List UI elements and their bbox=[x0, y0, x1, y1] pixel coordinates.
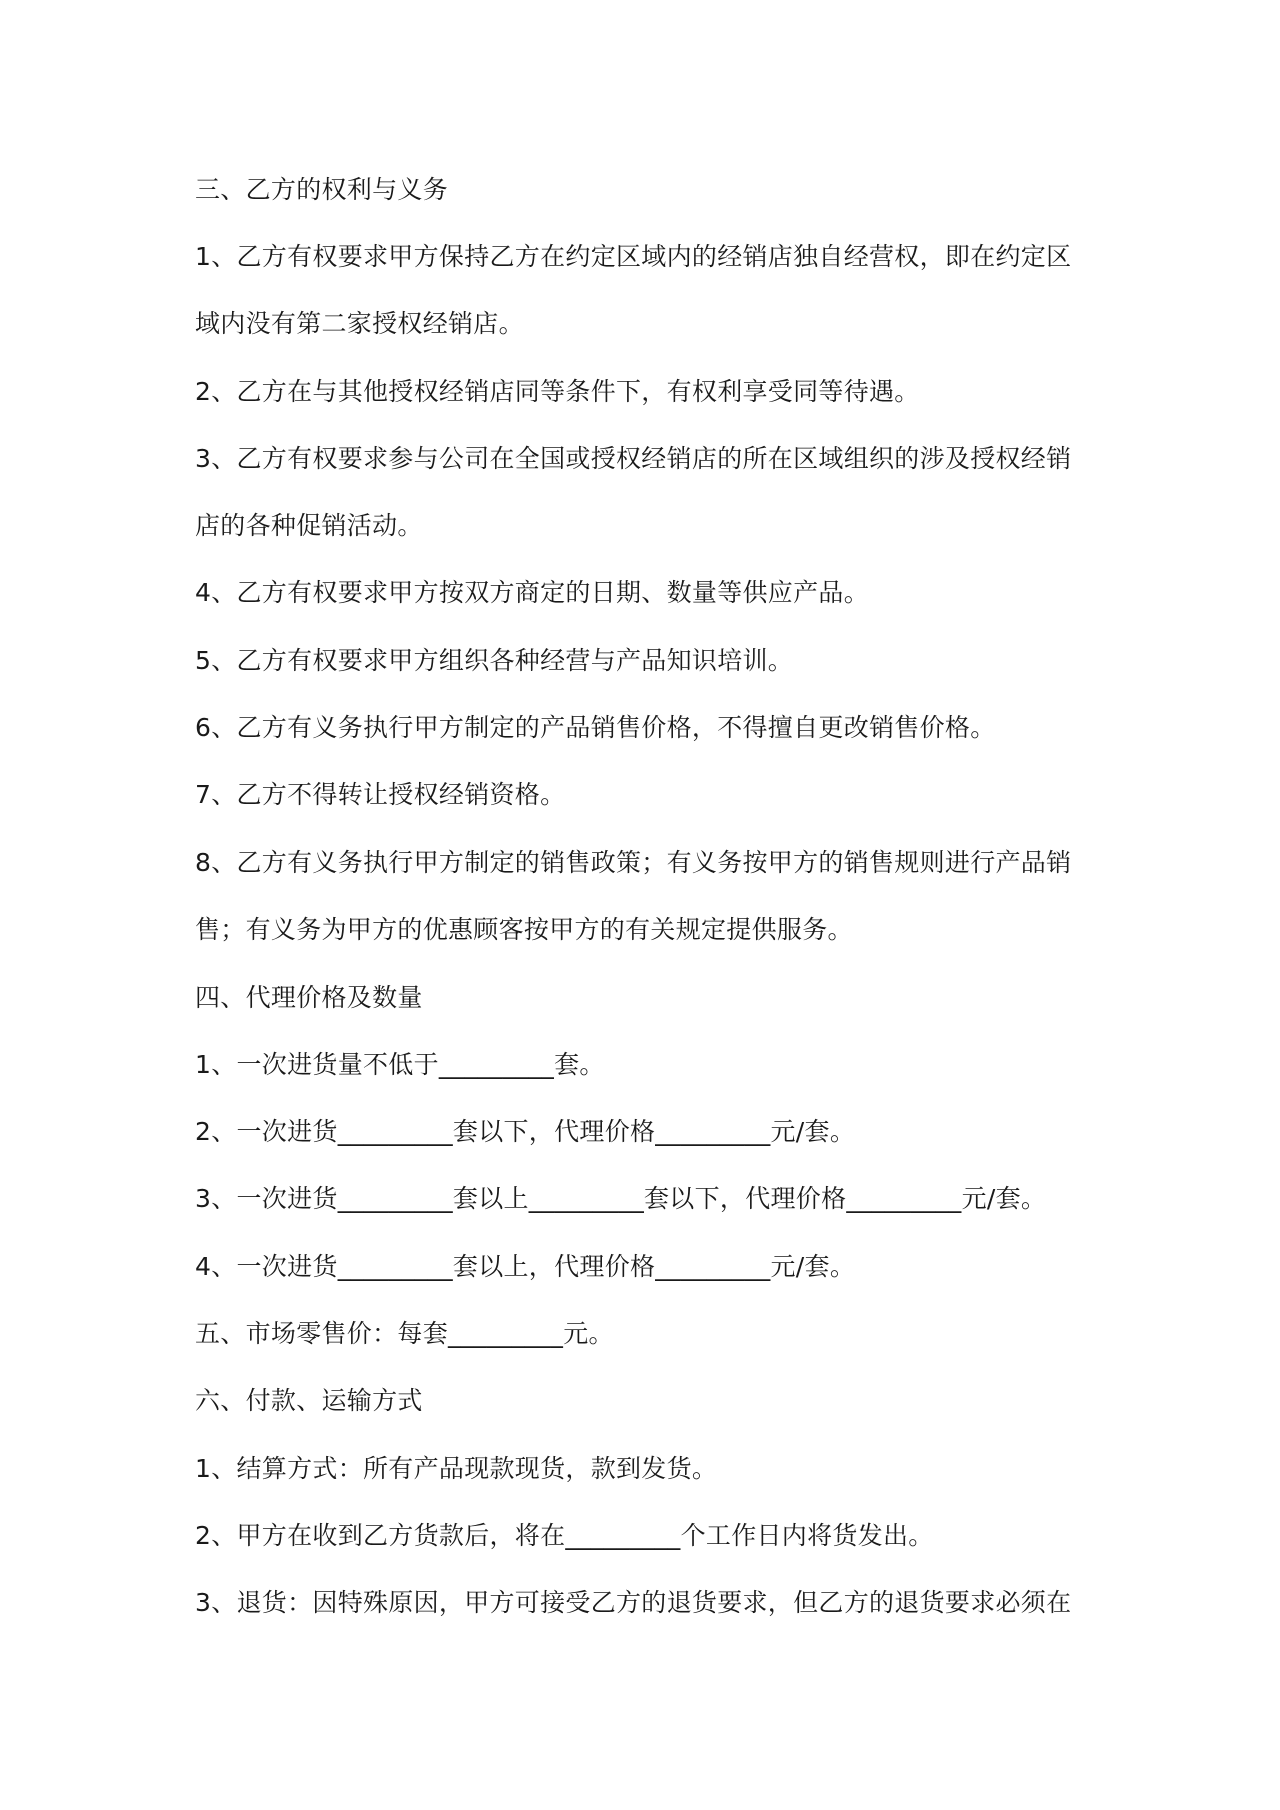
clause-line: 2、一次进货_________套以下，代理价格_________元/套。 bbox=[195, 1117, 856, 1146]
clause-line: 5、乙方有权要求甲方组织各种经营与产品知识培训。 bbox=[195, 646, 794, 675]
section-heading-party-b-rights: 三、乙方的权利与义务 bbox=[195, 175, 449, 204]
clause-line: 4、乙方有权要求甲方按双方商定的日期、数量等供应产品。 bbox=[195, 578, 870, 607]
clause-line: 2、乙方在与其他授权经销店同等条件下，有权利享受同等待遇。 bbox=[195, 377, 920, 406]
clause-line: 7、乙方不得转让授权经销资格。 bbox=[195, 780, 566, 809]
clause-line: 3、退货：因特殊原因，甲方可接受乙方的退货要求，但乙方的退货要求必须在 bbox=[195, 1588, 1072, 1617]
clause-line: 6、乙方有义务执行甲方制定的产品销售价格，不得擅自更改销售价格。 bbox=[195, 713, 996, 742]
clause-line: 1、结算方式：所有产品现款现货，款到发货。 bbox=[195, 1454, 718, 1483]
clause-line: 4、一次进货_________套以上，代理价格_________元/套。 bbox=[195, 1252, 856, 1281]
clause-line: 1、乙方有权要求甲方保持乙方在约定区域内的经销店独自经营权，即在约定区 bbox=[195, 242, 1072, 271]
clause-line: 3、一次进货_________套以上_________套以下，代理价格_________元/套。 bbox=[195, 1184, 1047, 1213]
section-heading-retail-price: 五、市场零售价：每套_________元。 bbox=[195, 1319, 614, 1348]
clause-line: 3、乙方有权要求参与公司在全国或授权经销店的所在区域组织的涉及授权经销 bbox=[195, 444, 1072, 473]
clause-line: 1、一次进货量不低于_________套。 bbox=[195, 1050, 605, 1079]
clause-line: 2、甲方在收到乙方货款后，将在_________个工作日内将货发出。 bbox=[195, 1521, 934, 1550]
section-heading-agency-price: 四、代理价格及数量 bbox=[195, 983, 423, 1012]
section-heading-payment-transport: 六、付款、运输方式 bbox=[195, 1386, 423, 1415]
clause-line: 域内没有第二家授权经销店。 bbox=[195, 309, 524, 338]
clause-line: 店的各种促销活动。 bbox=[195, 511, 423, 540]
clause-line: 售；有义务为甲方的优惠顾客按甲方的有关规定提供服务。 bbox=[195, 915, 853, 944]
clause-line: 8、乙方有义务执行甲方制定的销售政策；有义务按甲方的销售规则进行产品销 bbox=[195, 848, 1072, 877]
